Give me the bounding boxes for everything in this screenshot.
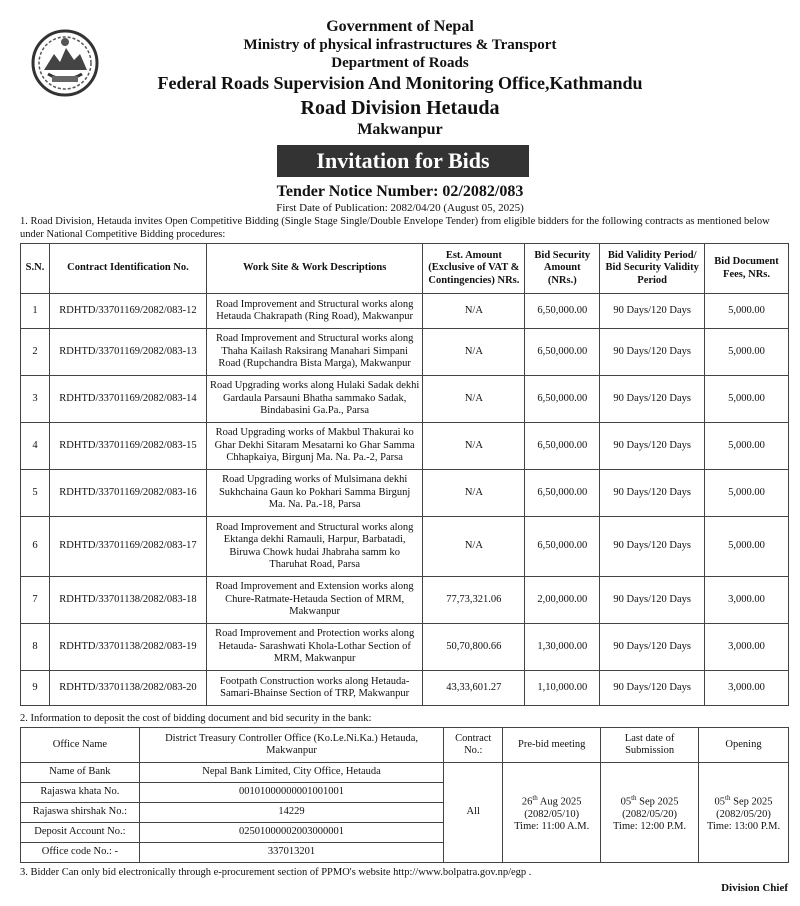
cell-contract-id: RDHTD/33701169/2082/083-12: [49, 294, 206, 329]
bank-row-value: 337013201: [139, 843, 443, 863]
office-name-value: District Treasury Controller Office (Ko.Le.Ni.Ka.) Hetauda, Makwanpur: [139, 728, 443, 763]
prebid-date-cell: [503, 763, 601, 863]
cell-fees: 5,000.00: [705, 423, 789, 470]
header-office: Federal Roads Supervision And Monitoring Office,Kathmandu: [157, 73, 643, 93]
header-district: Makwanpur: [357, 121, 443, 138]
note-1: 1. Road Division, Hetauda invites Open Competitive Bidding (Single Stage Single/Double Envelope Tender) from eligible bidders for the following contracts as mentioned below under National Competitive Bidding procedures:: [20, 216, 770, 240]
invitation-banner: Invitation for Bids: [277, 145, 529, 177]
prebid-month-year: Aug 2025: [537, 796, 582, 807]
col-header-sn: S.N.: [21, 244, 50, 294]
prebid-day-suffix: th: [532, 793, 538, 802]
col-header-validity: Bid Validity Period/ Bid Security Validity Period: [600, 244, 705, 294]
contract-value: All: [444, 763, 503, 863]
col-header-fees: Bid Document Fees, NRs.: [705, 244, 789, 294]
col-header-bid-security: Bid Security Amount (NRs.): [525, 244, 600, 294]
header-ministry: Ministry of physical infrastructures & Transport: [243, 37, 557, 53]
signature-division-chief: Division Chief: [721, 882, 788, 894]
cell-bid-security: 1,30,000.00: [525, 624, 600, 671]
cell-sn: 2: [21, 329, 50, 376]
cell-validity: 90 Days/120 Days: [600, 423, 705, 470]
cell-est-amount: 43,33,601.27: [423, 671, 525, 706]
cell-work-desc: Road Improvement and Structural works along Ektanga dekhi Ramauli, Harpur, Barbatadi, Biruwa Chowk hudai Jhabraha samm ko Tharuhat Road, Parsa: [206, 517, 423, 577]
office-name-label: Office Name: [21, 728, 140, 763]
cell-validity: 90 Days/120 Days: [600, 577, 705, 624]
cell-work-desc: Footpath Construction works along Hetauda-Samari-Bhainse Section of TRP, Makwanpur: [206, 671, 423, 706]
open-time: Time: 13:00 P.M.: [706, 821, 781, 832]
table-row: [21, 517, 789, 577]
bank-row-value: 02501000002003000001: [139, 823, 443, 843]
prebid-nepali-date: (2082/05/10): [524, 808, 580, 820]
last-date-cell: [601, 763, 699, 863]
bank-row-label: Deposit Account No.:: [21, 823, 140, 843]
cell-sn: 5: [21, 470, 50, 517]
table-row: [21, 329, 789, 376]
prebid-day: 26: [521, 796, 533, 807]
cell-bid-security: 6,50,000.00: [525, 329, 600, 376]
cell-work-desc: Road Upgrading works along Hulaki Sadak dekhi Gardaula Parsauni Bhatha sammako Sadak, Bindabasini Ga.Pa., Parsa: [206, 376, 423, 423]
cell-bid-security: 6,50,000.00: [525, 294, 600, 329]
cell-work-desc: Road Improvement and Protection works along Hetauda- Sarashwati Khola-Lothar Section of MRM, Makwanpur: [206, 624, 423, 671]
bank-row-value: 14229: [139, 803, 443, 823]
contract-no-label: Contract No.:: [444, 728, 503, 763]
cell-bid-security: 6,50,000.00: [525, 517, 600, 577]
last-nepali-date: (2082/05/20): [622, 808, 677, 820]
open-day: 05: [714, 796, 726, 807]
table-row: [21, 423, 789, 470]
cell-fees: 3,000.00: [705, 624, 789, 671]
cell-bid-security: 2,00,000.00: [525, 577, 600, 624]
cell-est-amount: N/A: [423, 294, 525, 329]
table-row: [21, 577, 789, 624]
note-2: 2. Information to deposit the cost of bidding document and bid security in the bank:: [20, 713, 372, 724]
col-header-work-desc: Work Site & Work Descriptions: [206, 244, 423, 294]
note-3: 3. Bidder Can only bid electronically through e-procurement section of PPMO's website http://www.bolpatra.gov.np/egp .: [20, 867, 532, 878]
table-row: [21, 624, 789, 671]
contracts-table: [20, 243, 789, 706]
open-nepali-date: (2082/05/20): [716, 808, 771, 820]
bank-header-row: [21, 728, 789, 763]
cell-est-amount: N/A: [423, 470, 525, 517]
cell-sn: 3: [21, 376, 50, 423]
cell-fees: 5,000.00: [705, 294, 789, 329]
cell-est-amount: N/A: [423, 376, 525, 423]
table-row: [21, 671, 789, 706]
cell-validity: 90 Days/120 Days: [600, 671, 705, 706]
prebid-time: Time: 11:00 A.M.: [514, 821, 590, 832]
cell-fees: 3,000.00: [705, 671, 789, 706]
cell-fees: 5,000.00: [705, 329, 789, 376]
prebid-label: Pre-bid meeting: [503, 728, 601, 763]
bank-row-label: Rajaswa shirshak No.:: [21, 803, 140, 823]
bank-row-value: 00101000000001001001: [139, 783, 443, 803]
cell-contract-id: RDHTD/33701138/2082/083-18: [49, 577, 206, 624]
cell-work-desc: Road Upgrading works of Mulsimana dekhi Sukhchaina Gaun ko Pokhari Samma Birgunj Ma. Na. Pa.-18, Parsa: [206, 470, 423, 517]
cell-contract-id: RDHTD/33701138/2082/083-19: [49, 624, 206, 671]
cell-work-desc: Road Upgrading works of Makbul Thakurai ko Ghar Dekhi Sitaram Mesatarni ko Ghar Samma Chhapkaiya, Birgunj Ma. Na. Pa.-2, Parsa: [206, 423, 423, 470]
table-header-row: [21, 244, 789, 294]
cell-validity: 90 Days/120 Days: [600, 294, 705, 329]
publication-date: First Date of Publication: 2082/04/20 (August 05, 2025): [276, 202, 524, 214]
bank-row-label: Rajaswa khata No.: [21, 783, 140, 803]
open-day-suffix: th: [725, 793, 731, 802]
cell-sn: 7: [21, 577, 50, 624]
cell-bid-security: 6,50,000.00: [525, 423, 600, 470]
cell-est-amount: N/A: [423, 423, 525, 470]
cell-validity: 90 Days/120 Days: [600, 470, 705, 517]
cell-validity: 90 Days/120 Days: [600, 517, 705, 577]
cell-work-desc: Road Improvement and Extension works along Chure-Ratmate-Hetauda Section of MRM, Makwanpur: [206, 577, 423, 624]
last-day: 05: [620, 796, 632, 807]
cell-bid-security: 1,10,000.00: [525, 671, 600, 706]
bank-row: [21, 763, 789, 783]
bank-row-value: Nepal Bank Limited, City Office, Hetauda: [139, 763, 443, 783]
cell-est-amount: 50,70,800.66: [423, 624, 525, 671]
cell-work-desc: Road Improvement and Structural works along Hetauda Chakrapath (Ring Road), Makwanpur: [206, 294, 423, 329]
tender-notice-number: Tender Notice Number: 02/2082/083: [276, 183, 524, 200]
cell-sn: 6: [21, 517, 50, 577]
cell-bid-security: 6,50,000.00: [525, 376, 600, 423]
bank-row-label: Office code No.: -: [21, 843, 140, 863]
table-row: [21, 470, 789, 517]
cell-fees: 5,000.00: [705, 470, 789, 517]
cell-contract-id: RDHTD/33701138/2082/083-20: [49, 671, 206, 706]
cell-validity: 90 Days/120 Days: [600, 329, 705, 376]
cell-contract-id: RDHTD/33701169/2082/083-16: [49, 470, 206, 517]
col-header-est-amount: Est. Amount (Exclusive of VAT & Contingencies) NRs.: [423, 244, 525, 294]
cell-sn: 9: [21, 671, 50, 706]
bank-info-table: [20, 727, 789, 863]
cell-bid-security: 6,50,000.00: [525, 470, 600, 517]
last-time: Time: 12:00 P.M.: [613, 821, 687, 832]
cell-est-amount: N/A: [423, 517, 525, 577]
col-header-contract-id: Contract Identification No.: [49, 244, 206, 294]
cell-contract-id: RDHTD/33701169/2082/083-17: [49, 517, 206, 577]
bank-row-label: Name of Bank: [21, 763, 140, 783]
cell-sn: 1: [21, 294, 50, 329]
cell-sn: 4: [21, 423, 50, 470]
last-date-label: Last date of Submission: [601, 728, 699, 763]
opening-date-cell: [699, 763, 789, 863]
cell-fees: 5,000.00: [705, 517, 789, 577]
cell-contract-id: RDHTD/33701169/2082/083-14: [49, 376, 206, 423]
cell-sn: 8: [21, 624, 50, 671]
cell-work-desc: Road Improvement and Structural works along Thaha Kailash Raksirang Manahari Simpani Road (Rupchandra Bista Marga), Makwanpur: [206, 329, 423, 376]
cell-contract-id: RDHTD/33701169/2082/083-13: [49, 329, 206, 376]
cell-contract-id: RDHTD/33701169/2082/083-15: [49, 423, 206, 470]
cell-fees: 3,000.00: [705, 577, 789, 624]
table-row: [21, 294, 789, 329]
header-department: Department of Roads: [331, 55, 469, 71]
cell-est-amount: N/A: [423, 329, 525, 376]
opening-label: Opening: [699, 728, 789, 763]
cell-validity: 90 Days/120 Days: [600, 624, 705, 671]
open-month-year: Sep 2025: [730, 796, 773, 807]
cell-validity: 90 Days/120 Days: [600, 376, 705, 423]
cell-est-amount: 77,73,321.06: [423, 577, 525, 624]
table-row: [21, 376, 789, 423]
last-month-year: Sep 2025: [636, 796, 679, 807]
last-day-suffix: th: [631, 793, 637, 802]
cell-fees: 5,000.00: [705, 376, 789, 423]
header-government: Government of Nepal: [326, 18, 474, 35]
header-division: Road Division Hetauda: [300, 97, 500, 119]
